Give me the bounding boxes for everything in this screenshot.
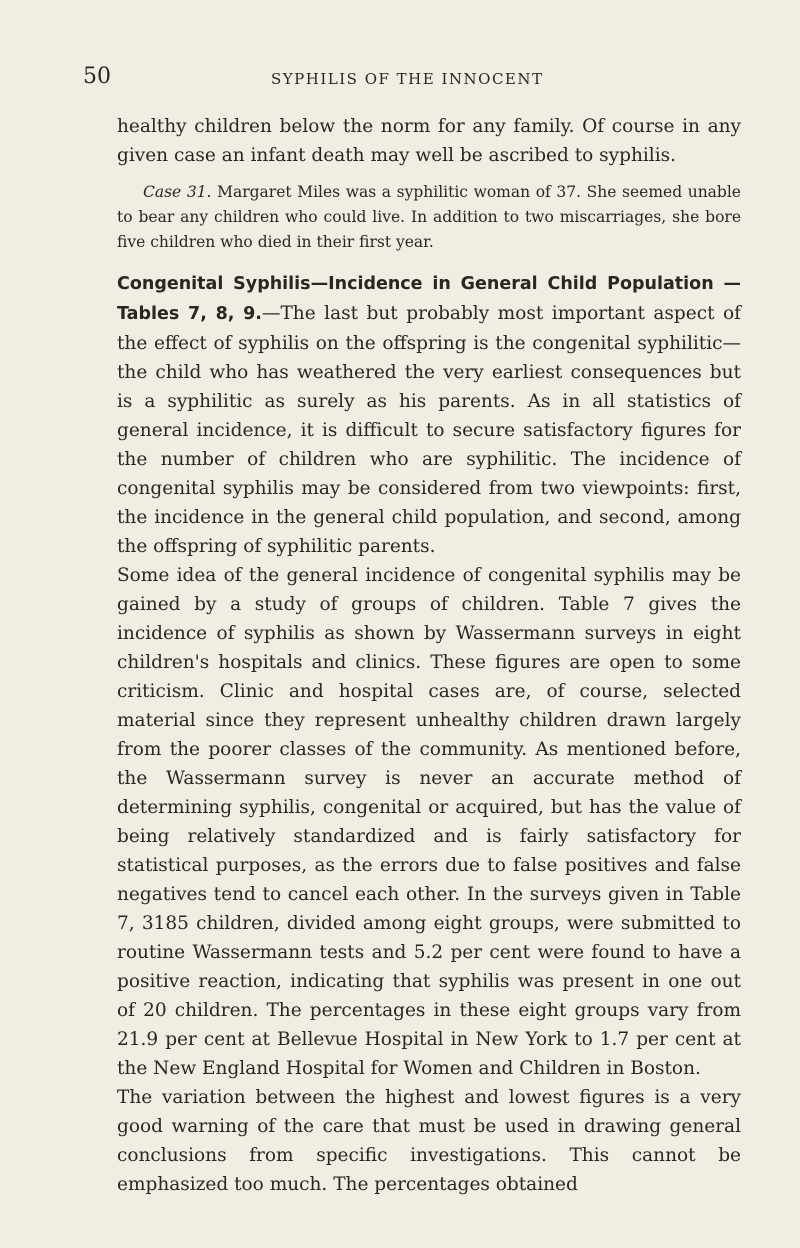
section-heading: Congenital Syphilis—Incidence in General Child Population —Tables 7, 8, 9. <box>117 274 741 324</box>
case-paragraph <box>117 180 741 255</box>
section-text: —The last but probably most important aspect of the effect of syphilis on the offspring is the congenital syphilitic—the child who has weathered the very earliest consequences but is a syphilitic as surely as his parents. As in all statistics of general incidence, it is difficult to secure satisfactory figures for the number of children who are syphilitic. The incidence of congenital syphilis may be considered from two viewpoints: first, the incidence in the general child population, and second, among the offspring of syphilitic parents. <box>117 303 742 557</box>
page-number: 50 <box>83 64 111 89</box>
body-paragraph-2: Some idea of the general incidence of congenital syphilis may be gained by a study of groups of children. Table 7 gives the incidence of syphilis as shown by Wassermann surveys in eight children's hospitals and clinics. These figures are open to some criticism. Clinic and hospital cases are, of course, selected material since they represent unhealthy children drawn largely from the poorer classes of the community. As mentioned before, the Wassermann survey is never an accurate method of determining syphilis, congenital or acquired, but has the value of being relatively standardized and is fairly satisfactory for statistical purposes, as the errors due to false positives and false negatives tend to cancel each other. In the surveys given in Table 7, 3185 children, divided among eight groups, were submitted to routine Wassermann tests and 5.2 per cent were found to have a positive reaction, indicating that syphilis was present in one out of 20 children. The percentages in these eight groups vary from 21.9 per cent at Bellevue Hospital in New York to 1.7 per cent at the New England Hospital for Women and Children in Boston. <box>117 565 741 1079</box>
section-paragraph <box>117 269 741 561</box>
intro-paragraph: healthy children below the norm for any family. Of course in any given case an infant death may well be ascribed to syphilis. <box>117 116 741 166</box>
page-header <box>83 64 763 94</box>
page-body <box>117 112 741 1199</box>
case-text: Margaret Miles was a syphilitic woman of 37. She seemed unable to bear any children who could live. In addition to two miscarriages, she bore five children who died in their first year. <box>117 183 741 251</box>
running-head: SYPHILIS OF THE INNOCENT <box>271 70 544 88</box>
case-label: Case 31. <box>143 183 212 201</box>
body-paragraph-3: The variation between the highest and lowest figures is a very good warning of the care that must be used in drawing general conclusions from specific investigations. This cannot be emphasized too much. The percentages obtained <box>117 1087 741 1195</box>
